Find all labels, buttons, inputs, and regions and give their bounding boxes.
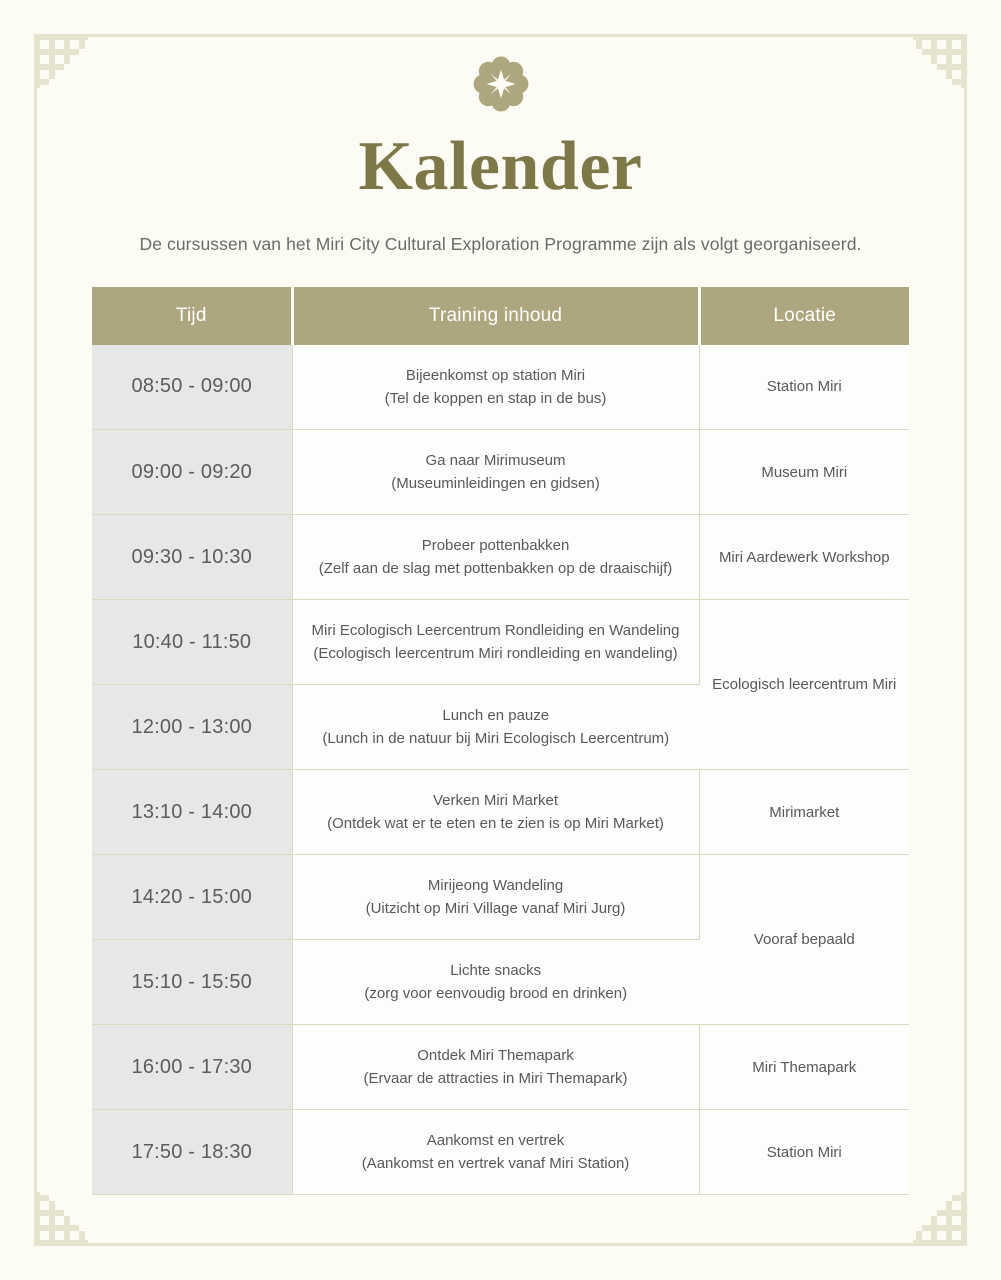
table-row	[92, 855, 909, 940]
activity-title: Probeer pottenbakken	[421, 536, 570, 554]
column-header-content: Training inhoud	[292, 287, 699, 345]
cell-location: Station Miri	[699, 345, 909, 430]
cell-time: 12:00 - 13:00	[92, 685, 292, 770]
cell-content	[292, 430, 699, 515]
cell-time: 09:00 - 09:20	[92, 430, 292, 515]
activity-detail: (Museuminleidingen en gidsen)	[391, 475, 600, 492]
cell-content	[292, 600, 699, 685]
schedule-table-wrap	[64, 287, 937, 1196]
cell-content	[292, 940, 699, 1025]
table-row	[92, 1025, 909, 1110]
cell-location: Ecologisch leercentrum Miri	[699, 600, 909, 770]
activity-detail: (Tel de koppen en stap in de bus)	[384, 389, 607, 407]
cell-content	[292, 1110, 699, 1195]
table-row	[92, 600, 909, 685]
cell-time: 13:10 - 14:00	[92, 770, 292, 855]
activity-detail: (Lunch in de natuur bij Miri Ecologisch Leercentrum)	[322, 730, 670, 747]
cell-location: Station Miri	[699, 1110, 909, 1195]
activity-detail: (Aankomst en vertrek vanaf Miri Station)	[361, 1155, 630, 1172]
cell-content	[292, 770, 699, 855]
activity-title: Mirijeong Wandeling	[427, 876, 564, 894]
cell-time: 08:50 - 09:00	[92, 345, 292, 430]
column-header-time: Tijd	[92, 287, 292, 345]
cell-content	[292, 685, 699, 770]
table-row	[92, 345, 909, 430]
activity-title: Ga naar Mirimuseum	[425, 451, 566, 469]
schedule-table-body	[92, 345, 909, 1195]
activity-title: Ontdek Miri Themapark	[417, 1046, 574, 1064]
activity-detail: (Zelf aan de slag met pottenbakken op de draaischijf)	[318, 560, 673, 577]
activity-detail: (Ecologisch leercentrum Miri rondleiding en wandeling)	[313, 645, 678, 662]
header-ornament	[64, 56, 937, 114]
column-header-location: Locatie	[699, 287, 909, 345]
page-subtitle: De cursussen van het Miri City Cultural Exploration Programme zijn als volgt georganiseerd.	[139, 233, 862, 254]
cell-time: 17:50 - 18:30	[92, 1110, 292, 1195]
cell-location: Museum Miri	[699, 430, 909, 515]
cell-content	[292, 855, 699, 940]
cell-content	[292, 1025, 699, 1110]
cell-content	[292, 345, 699, 430]
cell-time: 09:30 - 10:30	[92, 515, 292, 600]
table-header-row	[92, 287, 909, 345]
schedule-table	[92, 287, 909, 1196]
cell-content	[292, 515, 699, 600]
activity-detail: (Ontdek wat er te eten en te zien is op Miri Market)	[327, 815, 664, 832]
cell-location: Vooraf bepaald	[699, 855, 909, 1025]
cell-location: Miri Themapark	[699, 1025, 909, 1110]
activity-title: Lunch en pauze	[442, 706, 550, 724]
table-row	[92, 770, 909, 855]
table-row	[92, 1110, 909, 1195]
page-title: Kalender	[358, 128, 643, 205]
activity-detail: (zorg voor eenvoudig brood en drinken)	[364, 985, 628, 1002]
activity-title: Aankomst en vertrek	[426, 1131, 565, 1149]
cell-time: 14:20 - 15:00	[92, 855, 292, 940]
activity-detail: (Uitzicht op Miri Village vanaf Miri Jurg)	[365, 900, 626, 917]
schedule-table-head	[92, 287, 909, 345]
activity-title: Lichte snacks	[450, 961, 542, 979]
table-row	[92, 430, 909, 515]
cell-time: 10:40 - 11:50	[92, 600, 292, 685]
table-row	[92, 515, 909, 600]
activity-title: Verken Miri Market	[432, 791, 559, 809]
cell-time: 15:10 - 15:50	[92, 940, 292, 1025]
activity-detail: (Ervaar de attracties in Miri Themapark)	[363, 1070, 628, 1087]
activity-title: Bijeenkomst op station Miri	[405, 366, 586, 384]
activity-title: Miri Ecologisch Leercentrum Rondleiding en Wandeling	[311, 621, 680, 639]
cell-location: Mirimarket	[699, 770, 909, 855]
cell-time: 16:00 - 17:30	[92, 1025, 292, 1110]
flower-ornament-icon	[473, 56, 529, 112]
cell-location: Miri Aardewerk Workshop	[699, 515, 909, 600]
